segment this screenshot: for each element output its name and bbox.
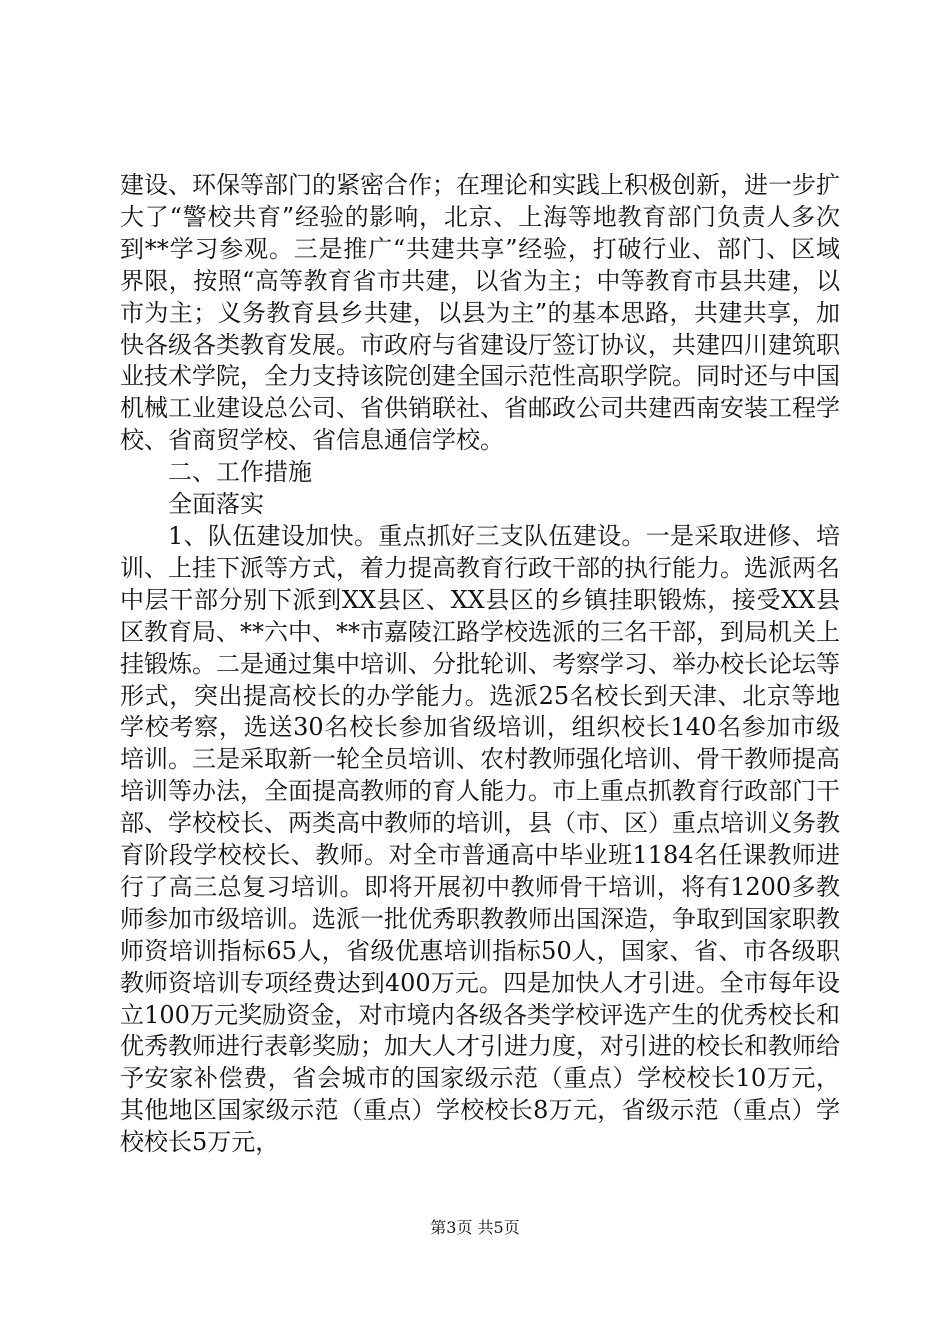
- document-body: [120, 170, 840, 1159]
- page-number-footer: 第3页 共5页: [430, 1218, 520, 1237]
- paragraph-team-building: 1、队伍建设加快。重点抓好三支队伍建设。一是采取进修、培训、上挂下派等方式，着力提高教育行政干部的执行能力。选派两名中层干部分别下派到XX县区、XX县区的乡镇挂职锻炼，接受XX县区教育局、**六中、**市嘉陵江路学校选派的三名干部，到局机关上挂锻炼。二是通过集中培训、分批轮训、考察学习、举办校长论坛等形式，突出提高校长的办学能力。选派25名校长到天津、北京等地学校考察，选送30名校长参加省级培训，组织校长140名参加市级培训。三是采取新一轮全员培训、农村教师强化培训、骨干教师提高培训等办法，全面提高教师的育人能力。市上重点抓教育行政部门干部、学校校长、两类高中教师的培训，县（市、区）重点培训义务教育阶段学校校长、教师。对全市普通高中毕业班1184名任课教师进行了高三总复习培训。即将开展初中教师骨干培训，将有1200多教师参加市级培训。选派一批优秀职教教师出国深造，争取到国家职教师资培训指标65人，省级优惠培训指标50人，国家、省、市各级职教师资培训专项经费达到400万元。四是加快人才引进。全市每年设立100万元奖励资金，对市境内各级各类学校评选产生的优秀校长和优秀教师进行表彰奖励；加大人才引进力度，对引进的校长和教师给予安家补偿费，省会城市的国家级示范（重点）学校校长10万元，其他地区国家级示范（重点）学校校长8万元，省级示范（重点）学校校长5万元，: [120, 521, 840, 1157]
- section-heading-work-measures: 二、工作措施: [168, 458, 312, 487]
- paragraph-cooperation: 建设、环保等部门的紧密合作；在理论和实践上积极创新，进一步扩大了“警校共育”经验的影响，北京、上海等地教育部门负责人多次到**学习参观。三是推广“共建共享”经验，打破行业、部门、区域界限，按照“高等教育省市共建，以省为主；中等教育市县共建，以市为主；义务教育县乡共建，以县为主”的基本思路，共建共享，加快各级各类教育发展。市政府与省建设厅签订协议，共建四川建筑职业技术学院，全力支持该院创建全国示范性高职学院。同时还与中国机械工业建设总公司、省供销联社、省邮政公司共建西南安装工程学校、省商贸学校、省信息通信学校。: [120, 171, 840, 455]
- subheading-full-implementation: 全面落实: [168, 490, 264, 519]
